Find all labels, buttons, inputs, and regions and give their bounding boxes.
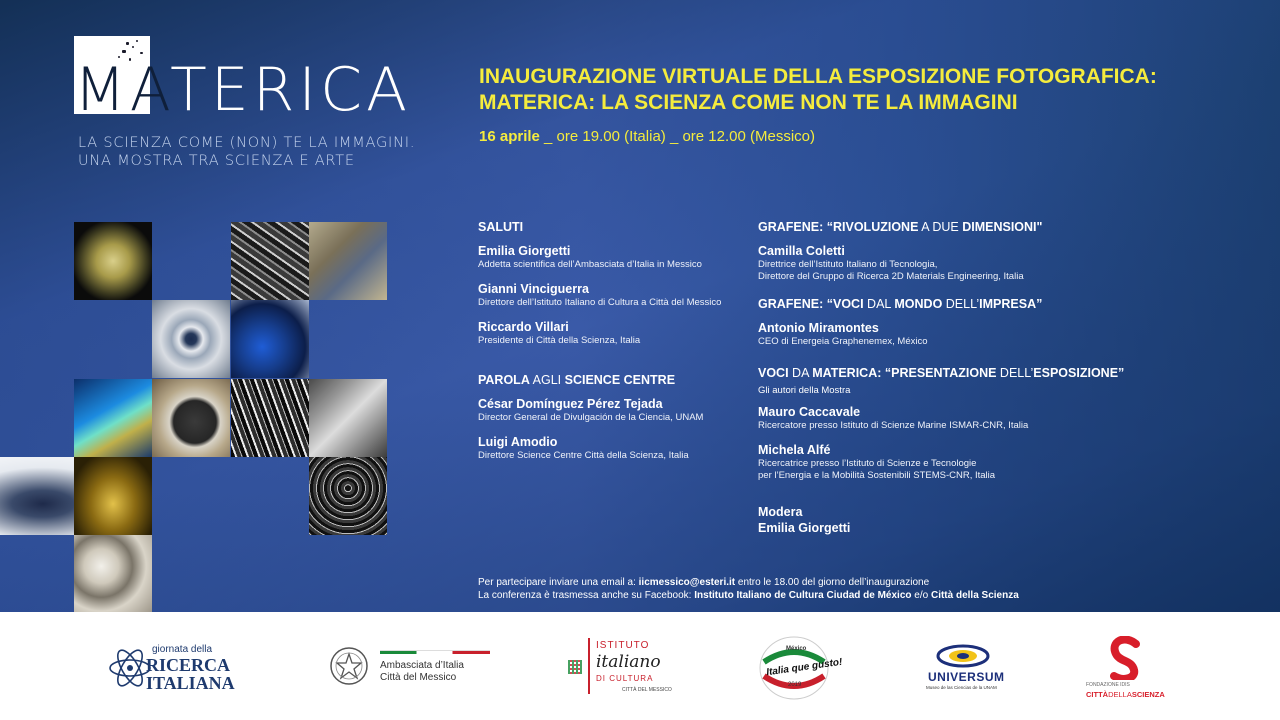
speaker-entry — [758, 442, 1178, 482]
speaker-name: Camilla Coletti — [758, 244, 845, 258]
speaker-name: Mauro Caccavale — [758, 405, 861, 419]
speaker-role: Ricercatore presso Istituto di Scienze Marine ISMAR-CNR, Italia — [758, 420, 1029, 431]
photo-tile-gold-bubbles — [74, 457, 152, 535]
logo-tagline — [78, 134, 415, 170]
photo-tile-blue-crystal — [231, 300, 309, 378]
logo-word-dark: MA — [74, 55, 171, 125]
photo-tile-bw-fibers — [231, 379, 309, 457]
moderator-entry — [758, 504, 1178, 536]
section-title-parola: PAROLA AGLI SCIENCE CENTRE — [478, 373, 676, 387]
photo-tile-plate-fragments — [309, 379, 387, 457]
sponsor-istituto-italiano-cultura: ISTITUTO italiano DI CULTURA CITTÀ DEL MESSICO — [566, 634, 676, 700]
event-headline — [479, 64, 1157, 116]
photo-tile-crystals-dark — [231, 222, 309, 300]
speaker-role: Director General de Divulgación de la Ciencia, UNAM — [478, 412, 704, 423]
program-left-column — [478, 220, 748, 472]
speaker-entry — [478, 396, 748, 424]
photo-tile-radial-particle — [152, 300, 230, 378]
speaker-name: Luigi Amodio — [478, 435, 558, 449]
speaker-entry — [478, 319, 748, 347]
facebook-link-iic[interactable]: Instituto Italiano de Cultura Ciudad de México — [694, 590, 912, 601]
speaker-role: Direttore Science Centre Città della Scienza, Italia — [478, 450, 689, 461]
logo-word-light: TERICA — [170, 55, 412, 125]
authors-note: Gli autori della Mostra — [758, 385, 851, 396]
section-title-grafene-voci: GRAFENE: “VOCI DAL MONDO DELL’IMPRESA” — [758, 297, 1043, 311]
tagline-line-2: UNA MOSTRA TRA SCIENZA E ARTE — [78, 153, 355, 169]
photo-tile-beads — [74, 222, 152, 300]
speaker-entry — [478, 243, 748, 271]
section-title-voci-materica: VOCI DA MATERICA: “PRESENTAZIONE DELL’ESPOSIZIONE” — [758, 366, 1125, 380]
speaker-role: Addetta scientifica dell’Ambasciata d’Italia in Messico — [478, 259, 702, 270]
photo-tile-white-discs — [74, 535, 152, 612]
photo-tile-blue-iridescent — [74, 379, 152, 457]
tagline-line-1: LA SCIENZA COME (NON) TE LA IMMAGINI. — [78, 135, 416, 151]
speaker-entry — [758, 320, 1178, 348]
sponsor-footer — [0, 612, 1280, 720]
speaker-entry — [758, 243, 1178, 283]
facebook-link-cds[interactable]: Città della Scienza — [930, 590, 1019, 601]
speaker-entry — [758, 404, 1178, 432]
speaker-name: Michela Alfé — [758, 443, 831, 457]
speaker-entry — [478, 281, 748, 309]
photo-mosaic — [74, 222, 390, 612]
headline-line-2: MATERICA: LA SCIENZA COME NON TE LA IMMAGINI — [479, 91, 1018, 114]
program-right-column — [758, 220, 1178, 546]
moderator-name: Emilia Giorgetti — [758, 521, 851, 535]
pattern-icon — [568, 660, 582, 674]
sponsor-italia-que-gusto: México Italia que gusto! 2019 — [758, 634, 830, 700]
moderator-label: Modera — [758, 505, 803, 519]
section-title-grafene-rivoluzione: GRAFENE: “RIVOLUZIONE A DUE DIMENSIONI" — [758, 220, 1043, 234]
speaker-name: Emilia Giorgetti — [478, 244, 571, 258]
speaker-name: César Domínguez Pérez Tejada — [478, 397, 663, 411]
section-title-saluti: SALUTI — [478, 220, 524, 234]
speaker-role: Ricercatrice presso l’Istituto di Scienze e Tecnologie — [758, 458, 977, 469]
contact-email-link[interactable]: iicmessico@esteri.it — [638, 577, 736, 588]
speaker-name: Riccardo Villari — [478, 320, 569, 334]
italian-emblem-icon — [328, 642, 370, 692]
speaker-role: per l’Energia e la Mobilità Sostenibili STEMS-CNR, Italia — [758, 470, 996, 481]
photo-tile-black-fur — [309, 457, 387, 535]
citta-della-scienza-logo-icon — [1106, 636, 1142, 680]
sponsor-citta-della-scienza: FONDAZIONE IDIS CITTÀDELLASCIENZA — [1086, 634, 1166, 700]
speaker-name: Antonio Miramontes — [758, 321, 879, 335]
speaker-role: Presidente di Città della Scienza, Italia — [478, 335, 641, 346]
universum-logo-icon — [936, 640, 990, 670]
event-date-times: _ ore 19.00 (Italia) _ ore 12.00 (Messico) — [539, 128, 816, 145]
speaker-entry — [478, 434, 748, 462]
sponsor-ambasciata: Ambasciata d’Italia Città del Messico — [328, 634, 498, 700]
speaker-role: Direttore del Gruppo di Ricerca 2D Materials Engineering, Italia — [758, 271, 1024, 282]
sponsor-ricerca-italiana: giornata della RICERCA ITALIANA — [108, 634, 248, 700]
participation-note: Per partecipare inviare una email a: iicmessico@esteri.it entro le 18.00 del giorno dell’inaugurazione La conferenza è trasmessa anche su Facebook: Instituto Italiano de Cultura Ciudad de México e/o Città della Scienza — [478, 577, 1019, 601]
speaker-role: CEO di Energeia Graphenemex, México — [758, 336, 928, 347]
photo-tile-dish — [152, 379, 230, 457]
headline-line-1: INAUGURAZIONE VIRTUALE DELLA ESPOSIZIONE FOTOGRAFICA: — [479, 65, 1157, 88]
materica-logo — [74, 50, 411, 130]
event-date-day: 16 aprile — [479, 128, 540, 145]
photo-tile-metal-surface — [309, 222, 387, 300]
sponsor-universum: UNIVERSUM Museo de las Ciencias de la UNAM — [926, 634, 1026, 700]
speaker-role: Direttore dell’Istituto Italiano di Cultura a Città del Messico — [478, 297, 722, 308]
speaker-role: Direttrice dell’Istituto Italiano di Tecnologia, — [758, 259, 938, 270]
speaker-name: Gianni Vinciguerra — [478, 282, 589, 296]
event-date — [479, 128, 815, 145]
